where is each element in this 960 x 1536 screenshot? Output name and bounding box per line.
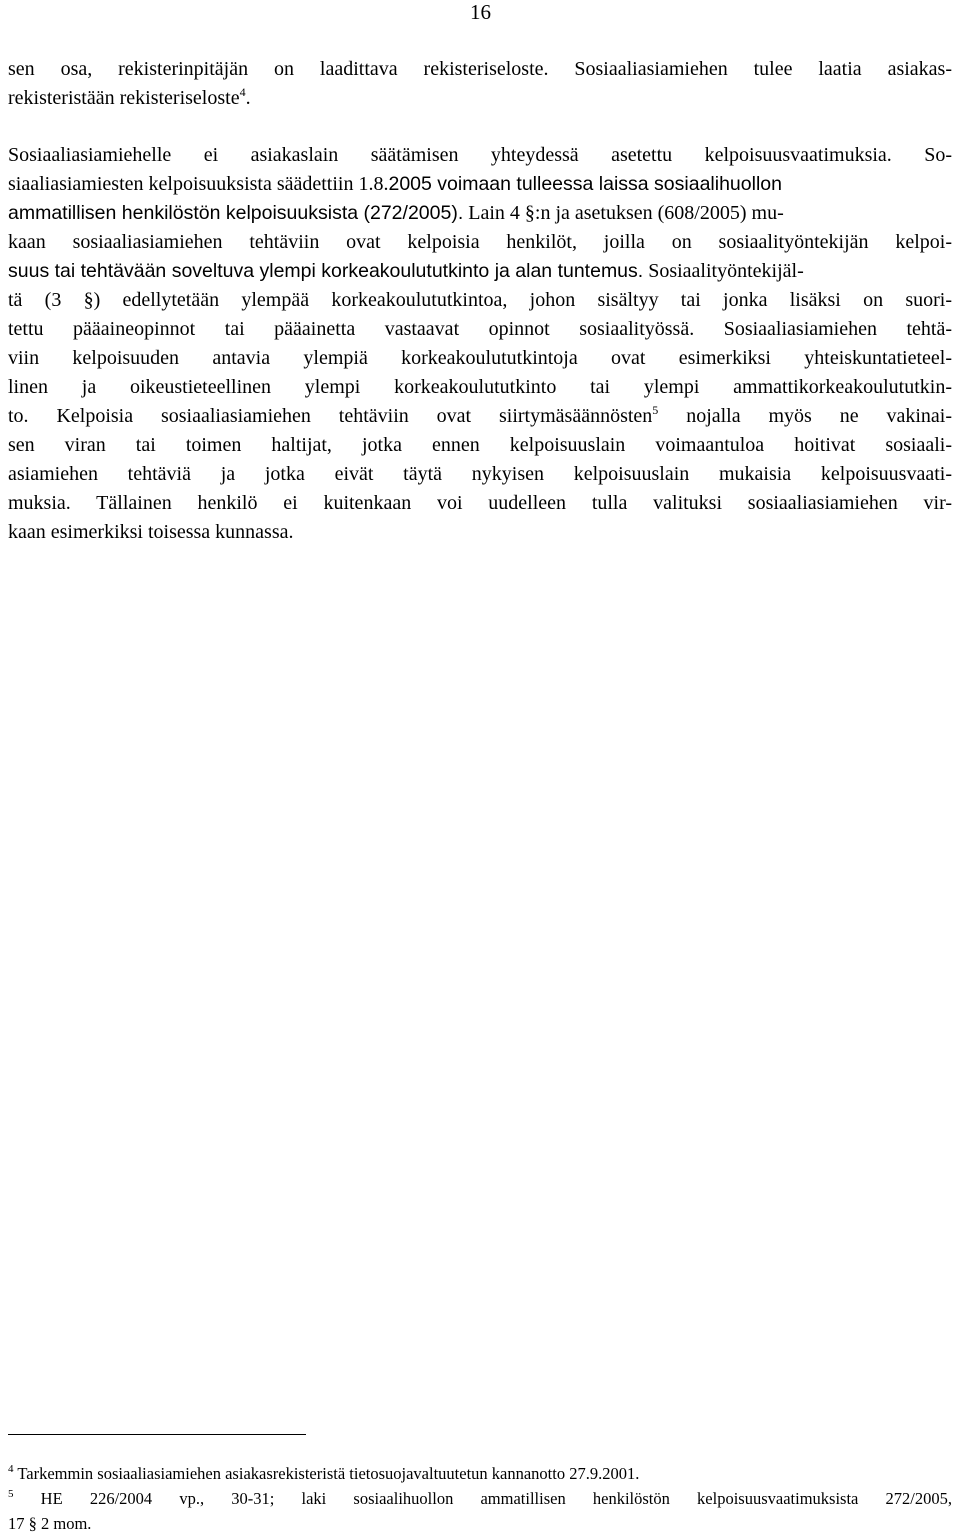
footnote-4-number: 4 xyxy=(8,1463,14,1475)
footnote-5-text: HE 226/2004 vp., 30-31; laki sosiaalihuollon ammatillisen henkilöstön kelpoisuusvaatimuksista 272/2005, xyxy=(40,1489,952,1508)
paragraph-2-line-5 xyxy=(8,257,952,286)
footnote-ref-5[interactable]: 5 xyxy=(652,403,659,417)
footnote-4 xyxy=(8,1461,952,1486)
paragraph-2-line-2-sans: 2005 voimaan tulleessa laissa sosiaalihuollon xyxy=(388,173,782,195)
paragraph-2-line-8: viin kelpoisuuden antavia ylempiä korkeakoulututkintoja ovat esimerkiksi yhteiskuntatieteel- xyxy=(8,347,952,369)
paragraph-2-line-7-a: tettu pääaineopinnot tai pääainetta vastaavat opinnot sosiaalityössä. xyxy=(8,318,695,340)
footnote-4-text: Tarkemmin sosiaaliasiamiehen asiakasrekisteristä tietosuojavaltuutetun kannanotto 27.9.2001. xyxy=(17,1464,640,1483)
paragraph-2-line-5-sans: suus tai tehtävään soveltuva ylempi korkeakoulututkinto ja alan tuntemus. xyxy=(8,260,644,282)
footnote-5-number: 5 xyxy=(8,1488,14,1500)
footnote-separator xyxy=(8,1434,306,1435)
paragraph-1-line-2-end: . xyxy=(245,87,251,109)
paragraph-1-line-2 xyxy=(8,84,952,113)
paragraph-2-line-10 xyxy=(8,402,952,431)
paragraph-2-line-1: Sosiaaliasiamiehelle ei asiakaslain säätämisen yhteydessä asetettu kelpoisuusvaatimuksia. So- xyxy=(8,144,952,166)
paragraph-2-line-3-serif: Lain 4 §:n ja asetuksen (608/2005) mu- xyxy=(468,202,784,224)
paragraph-2-line-13: muksia. Tällainen henkilö ei kuitenkaan voi uudelleen tulla valituksi sosiaaliasiamiehen vir- xyxy=(8,492,952,514)
paragraph-2-line-4: kaan sosiaaliasiamiehen tehtäviin ovat kelpoisia henkilöt, joilla on sosiaalityöntekijän kelpoi- xyxy=(8,231,952,253)
footnote-5-line-2: 17 § 2 mom. xyxy=(8,1514,92,1533)
paragraph-2-line-10-b: nojalla myös ne vakinai- xyxy=(686,405,953,427)
paragraph-2 xyxy=(8,141,952,547)
paragraph-2-line-7-b: Sosiaaliasiamiehen tehtä- xyxy=(723,318,953,340)
paragraph-2-line-14: kaan esimerkiksi toisessa kunnassa. xyxy=(8,521,294,543)
paragraph-2-line-12: asiamiehen tehtäviä ja jotka eivät täytä nykyisen kelpoisuuslain mukaisia kelpoisuusvaati- xyxy=(8,463,952,485)
footnote-5 xyxy=(8,1486,952,1536)
paragraph-2-line-6: tä (3 §) edellytetään ylempää korkeakoulututkintoa, johon sisältyy tai jonka lisäksi on suori- xyxy=(8,289,952,311)
paragraph-2-line-3 xyxy=(8,199,952,228)
paragraph-1 xyxy=(8,55,952,113)
paragraph-2-line-9: linen ja oikeustieteellinen ylempi korkeakoulututkinto tai ylempi ammattikorkeakoulututkin- xyxy=(8,376,952,398)
paragraph-2-line-2-serif: siaaliasiamiesten kelpoisuuksista säädettiin 1.8. xyxy=(8,173,389,195)
paragraph-2-line-11: sen viran tai toimen haltijat, jotka ennen kelpoisuuslain voimaantuloa hoitivat sosiaali- xyxy=(8,434,952,456)
footnote-5-line-1 xyxy=(8,1486,952,1511)
paragraph-2-line-3-sans: ammatillisen henkilöstön kelpoisuuksista (272/2005). xyxy=(8,202,464,224)
paragraph-1-line-2-text: rekisteristään rekisteriseloste xyxy=(8,87,240,109)
paragraph-2-line-7 xyxy=(8,315,952,344)
paragraph-1-line-1: sen osa, rekisterinpitäjän on laadittava rekisteriseloste. Sosiaaliasiamiehen tulee laatia asiakas- xyxy=(8,58,952,80)
page-number: 16 xyxy=(470,0,491,24)
paragraph-2-line-10-a: to. Kelpoisia sosiaaliasiamiehen tehtäviin ovat siirtymäsäännösten xyxy=(8,405,653,427)
paragraph-2-line-5-serif: Sosiaalityöntekijäl- xyxy=(648,260,804,282)
footnote-ref-4[interactable]: 4 xyxy=(239,85,246,99)
paragraph-2-line-2 xyxy=(8,170,952,199)
